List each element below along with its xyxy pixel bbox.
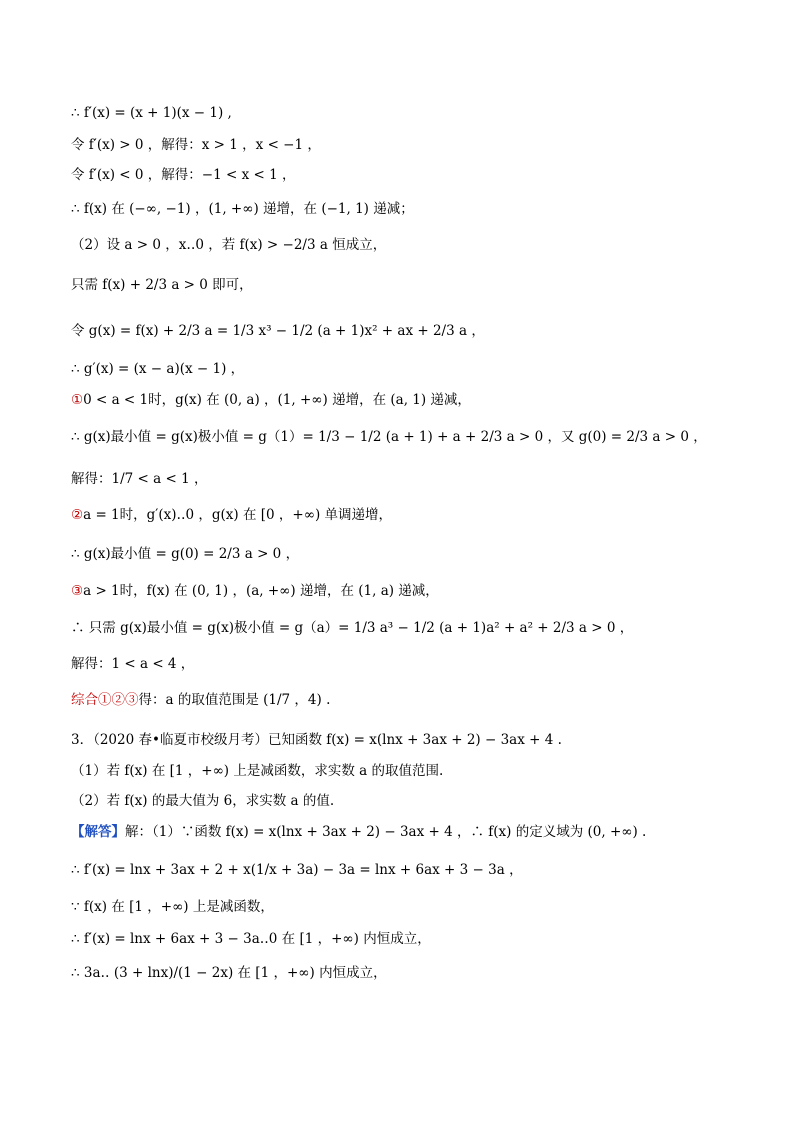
text-line: ∴ f′(x) = lnx + 6ax + 3 − 3a‥0 在 [1 ，+∞) 内恒成立，	[71, 931, 431, 947]
text-line	[71, 691, 330, 709]
line-text: 解：（1）∵函数 f(x) = x(lnx + 3ax + 2) − 3ax + 4 ，∴ f(x) 的定义域为 (0, +∞) .	[125, 824, 647, 840]
text-line: 令 f′(x) < 0 ，解得：−1 < x < 1 ，	[71, 167, 296, 183]
line-text: a = 1时，g′(x)‥0 ，g(x) 在 [0 ，+∞) 单调递增，	[83, 507, 393, 523]
text-line: 只需 f(x) + 2/3 a > 0 即可，	[71, 277, 253, 293]
line-text: a > 1时，f(x) 在 (0, 1) ，(a, +∞) 递增，在 (1, a) 递减，	[83, 583, 439, 599]
text-line: ∴ 3a‥ (3 + lnx)/(1 − 2x) 在 [1 ，+∞) 内恒成立，	[71, 965, 387, 981]
text-line: （2）若 f(x) 的最大值为 6，求实数 a 的值.	[71, 793, 335, 809]
line-text: 得：a 的取值范围是 (1/7 ，4) .	[138, 692, 331, 708]
text-line: ∴ g′(x) = (x − a)(x − 1) ，	[71, 361, 245, 377]
text-line	[71, 823, 646, 841]
text-line: ∴ f′(x) = (x + 1)(x − 1) ,	[71, 105, 232, 121]
case-marker: ③	[71, 583, 84, 599]
text-line: ∴ g(x)最小值 = g(x)极小值 = g（1）= 1/3 − 1/2 (a + 1) + a + 2/3 a > 0 ，又 g(0) = 2/3 a > 0 ，	[71, 429, 707, 445]
text-line: 令 g(x) = f(x) + 2/3 a = 1/3 x³ − 1/2 (a + 1)x² + ax + 2/3 a ，	[71, 323, 485, 339]
text-line: 令 f′(x) > 0 ，解得：x > 1 ，x < −1 ，	[71, 137, 321, 153]
text-line: （1）若 f(x) 在 [1 ，+∞) 上是减函数，求实数 a 的取值范围.	[71, 763, 444, 779]
text-line	[71, 506, 392, 524]
text-line: ∴ f′(x) = lnx + 3ax + 2 + x(1/x + 3a) − 3a = lnx + 6ax + 3 − 3a ，	[71, 862, 523, 878]
text-line: ∴ g(x)最小值 = g(0) = 2/3 a > 0 ，	[71, 546, 300, 562]
text-line: 解得：1/7 < a < 1 ，	[71, 471, 208, 487]
text-line: ∴ f(x) 在 (−∞, −1) ，(1, +∞) 递增，在 (−1, 1) 递减；	[71, 201, 414, 217]
text-line	[71, 582, 439, 600]
text-line: 解得：1 < a < 4 ，	[71, 656, 195, 672]
text-line	[71, 391, 471, 409]
case-marker: 综合①②③	[71, 692, 139, 708]
case-marker: ①	[71, 392, 84, 408]
answer-marker: 【解答】	[71, 824, 125, 840]
text-line: ∴ 只需 g(x)最小值 = g(x)极小值 = g（a）= 1/3 a³ − 1/2 (a + 1)a² + a² + 2/3 a > 0 ，	[71, 620, 634, 636]
text-line: ∵ f(x) 在 [1 ，+∞) 上是减函数，	[71, 899, 274, 915]
case-marker: ②	[71, 507, 84, 523]
text-line: （2）设 a > 0 ，x‥0 ，若 f(x) > −2/3 a 恒成立，	[71, 237, 387, 253]
text-line: 3．（2020 春•临夏市校级月考）已知函数 f(x) = x(lnx + 3ax + 2) − 3ax + 4 .	[71, 732, 562, 748]
line-text: 0 < a < 1时，g(x) 在 (0, a) ，(1, +∞) 递增，在 (a, 1) 递减，	[83, 392, 471, 408]
